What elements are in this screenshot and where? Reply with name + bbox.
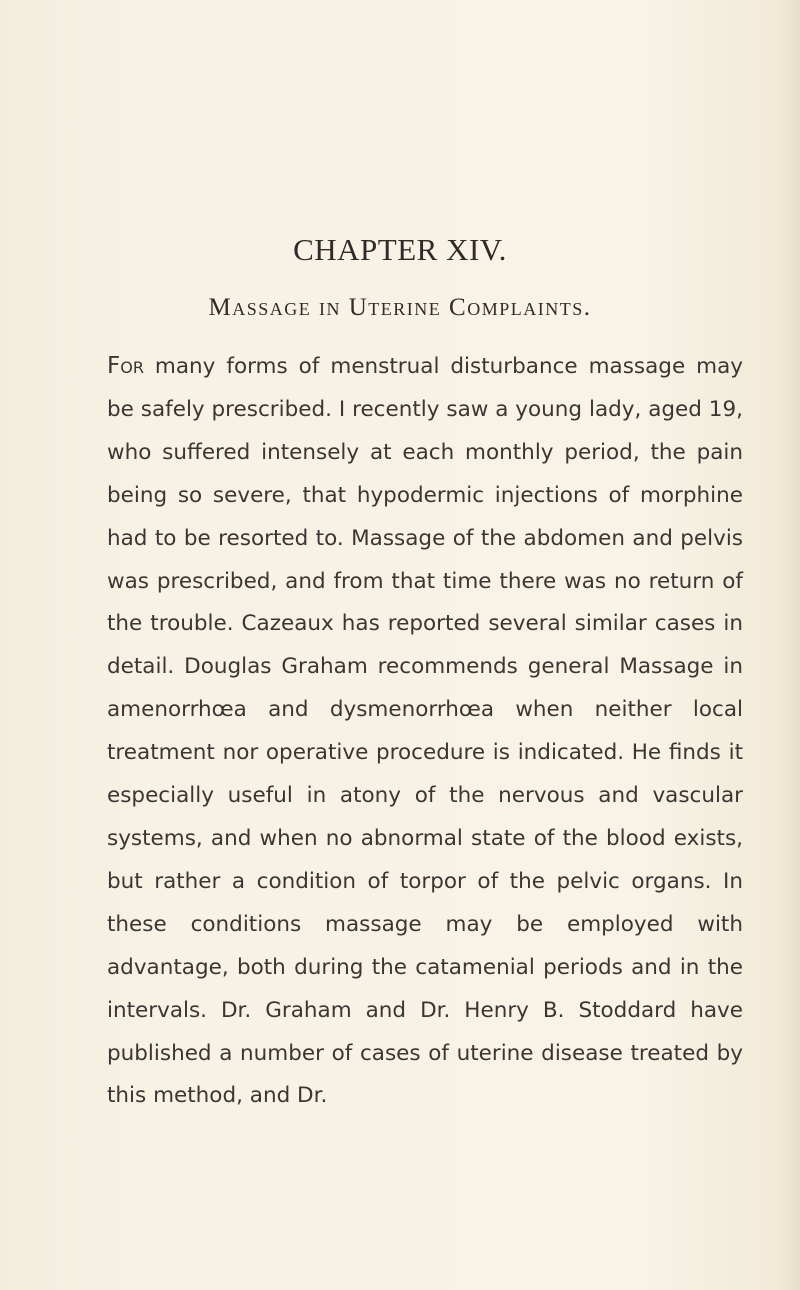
paragraph-text: many forms of menstrual disturbance massage may be safely prescribed. I recently saw a young lady, aged 19, who suffered intensely at each monthly period, the pain being so severe, that hypodermic injections of morphine had to be resorted to. Massage of the abdomen and pelvis was prescribed, and from that time there was no return of the trouble. Cazeaux has reported several similar cases in detail. Douglas Graham recommends general Massage in amenorrhœa and dysmenorrhœa when neither local treatment nor operative procedure is indicated. He finds it especially useful in atony of the nervous and vascular systems, and when no abnormal state of the blood exists, but rather a condition of torpor of the pelvic organs. In these conditions massage may be employed with advantage, both during the catamenial periods and in the intervals. Dr. Graham and Dr. Henry B. Stoddard have published a number of cases of uterine disease treated by this method, and Dr.	[107, 354, 743, 1109]
chapter-heading: CHAPTER XIV.	[293, 232, 507, 267]
chapter-title: Massage in Uterine Complaints.	[208, 294, 592, 321]
lead-word: For	[107, 353, 144, 379]
body-paragraph	[107, 345, 743, 1118]
